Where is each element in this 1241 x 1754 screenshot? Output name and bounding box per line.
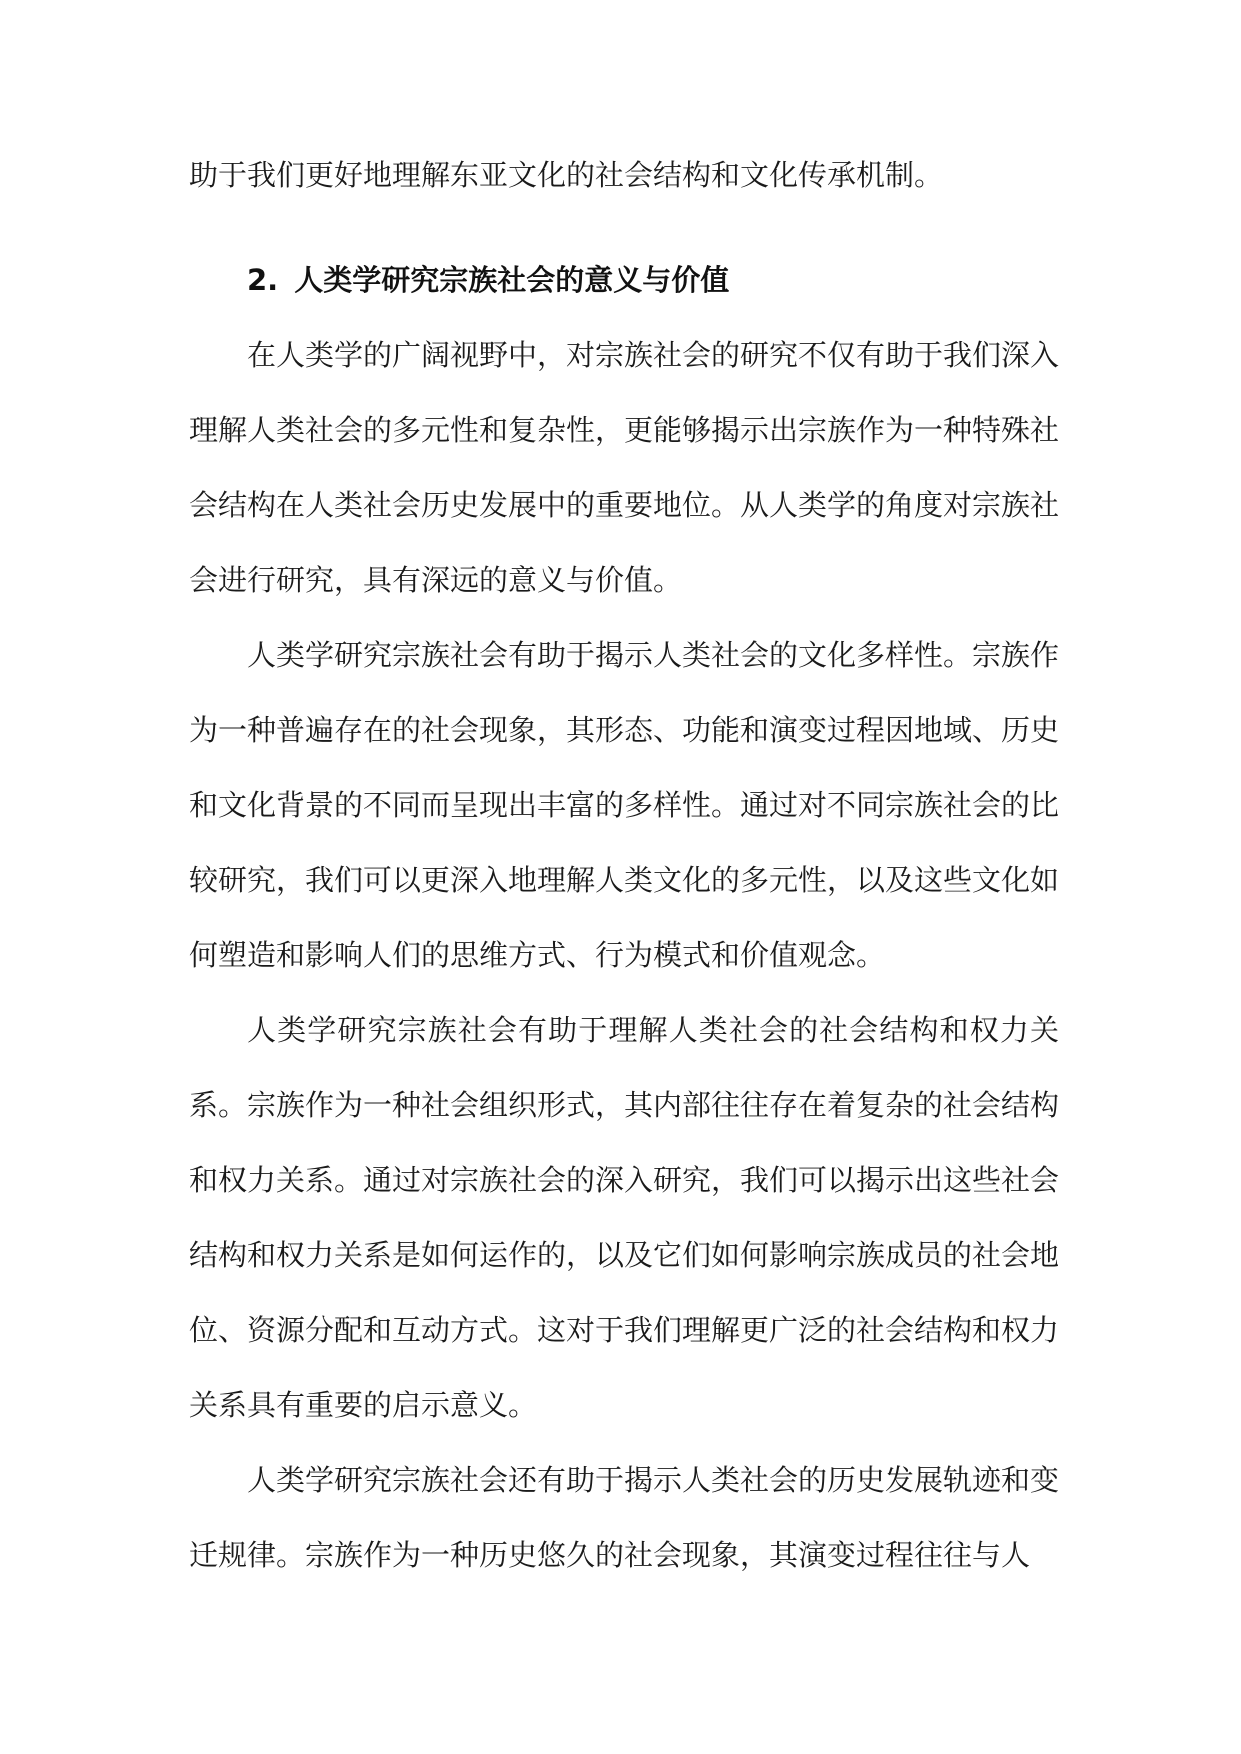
section-title: 人类学研究宗族社会的意义与价值 xyxy=(294,263,730,297)
body-paragraph-2: 人类学研究宗族社会有助于揭示人类社会的文化多样性。宗族作为一种普遍存在的社会现象，其形态、功能和演变过程因地域、历史和文化背景的不同而呈现出丰富的多样性。通过对不同宗族社会的比较研究，我们可以更深入地理解人类文化的多元性，以及这些文化如何塑造和影响人们的思维方式、行为模式和价值观念。 xyxy=(189,638,1060,972)
section-number: 2. xyxy=(247,263,279,297)
body-paragraph-1: 在人类学的广阔视野中，对宗族社会的研究不仅有助于我们深入理解人类社会的多元性和复杂性，更能够揭示出宗族作为一种特殊社会结构在人类社会历史发展中的重要地位。从人类学的角度对宗族社会进行研究，具有深远的意义与价值。 xyxy=(189,338,1060,597)
body-paragraph-4: 人类学研究宗族社会还有助于揭示人类社会的历史发展轨迹和变迁规律。宗族作为一种历史悠久的社会现象，其演变过程往往与人 xyxy=(189,1463,1060,1572)
continued-paragraph: 助于我们更好地理解东亚文化的社会结构和文化传承机制。 xyxy=(189,158,944,192)
document-body xyxy=(189,138,1059,1593)
body-paragraph-3: 人类学研究宗族社会有助于理解人类社会的社会结构和权力关系。宗族作为一种社会组织形式，其内部往往存在着复杂的社会结构和权力关系。通过对宗族社会的深入研究，我们可以揭示出这些社会结构和权力关系是如何运作的，以及它们如何影响宗族成员的社会地位、资源分配和互动方式。这对于我们理解更广泛的社会结构和权力关系具有重要的启示意义。 xyxy=(189,1013,1060,1422)
section-heading xyxy=(189,243,1059,318)
